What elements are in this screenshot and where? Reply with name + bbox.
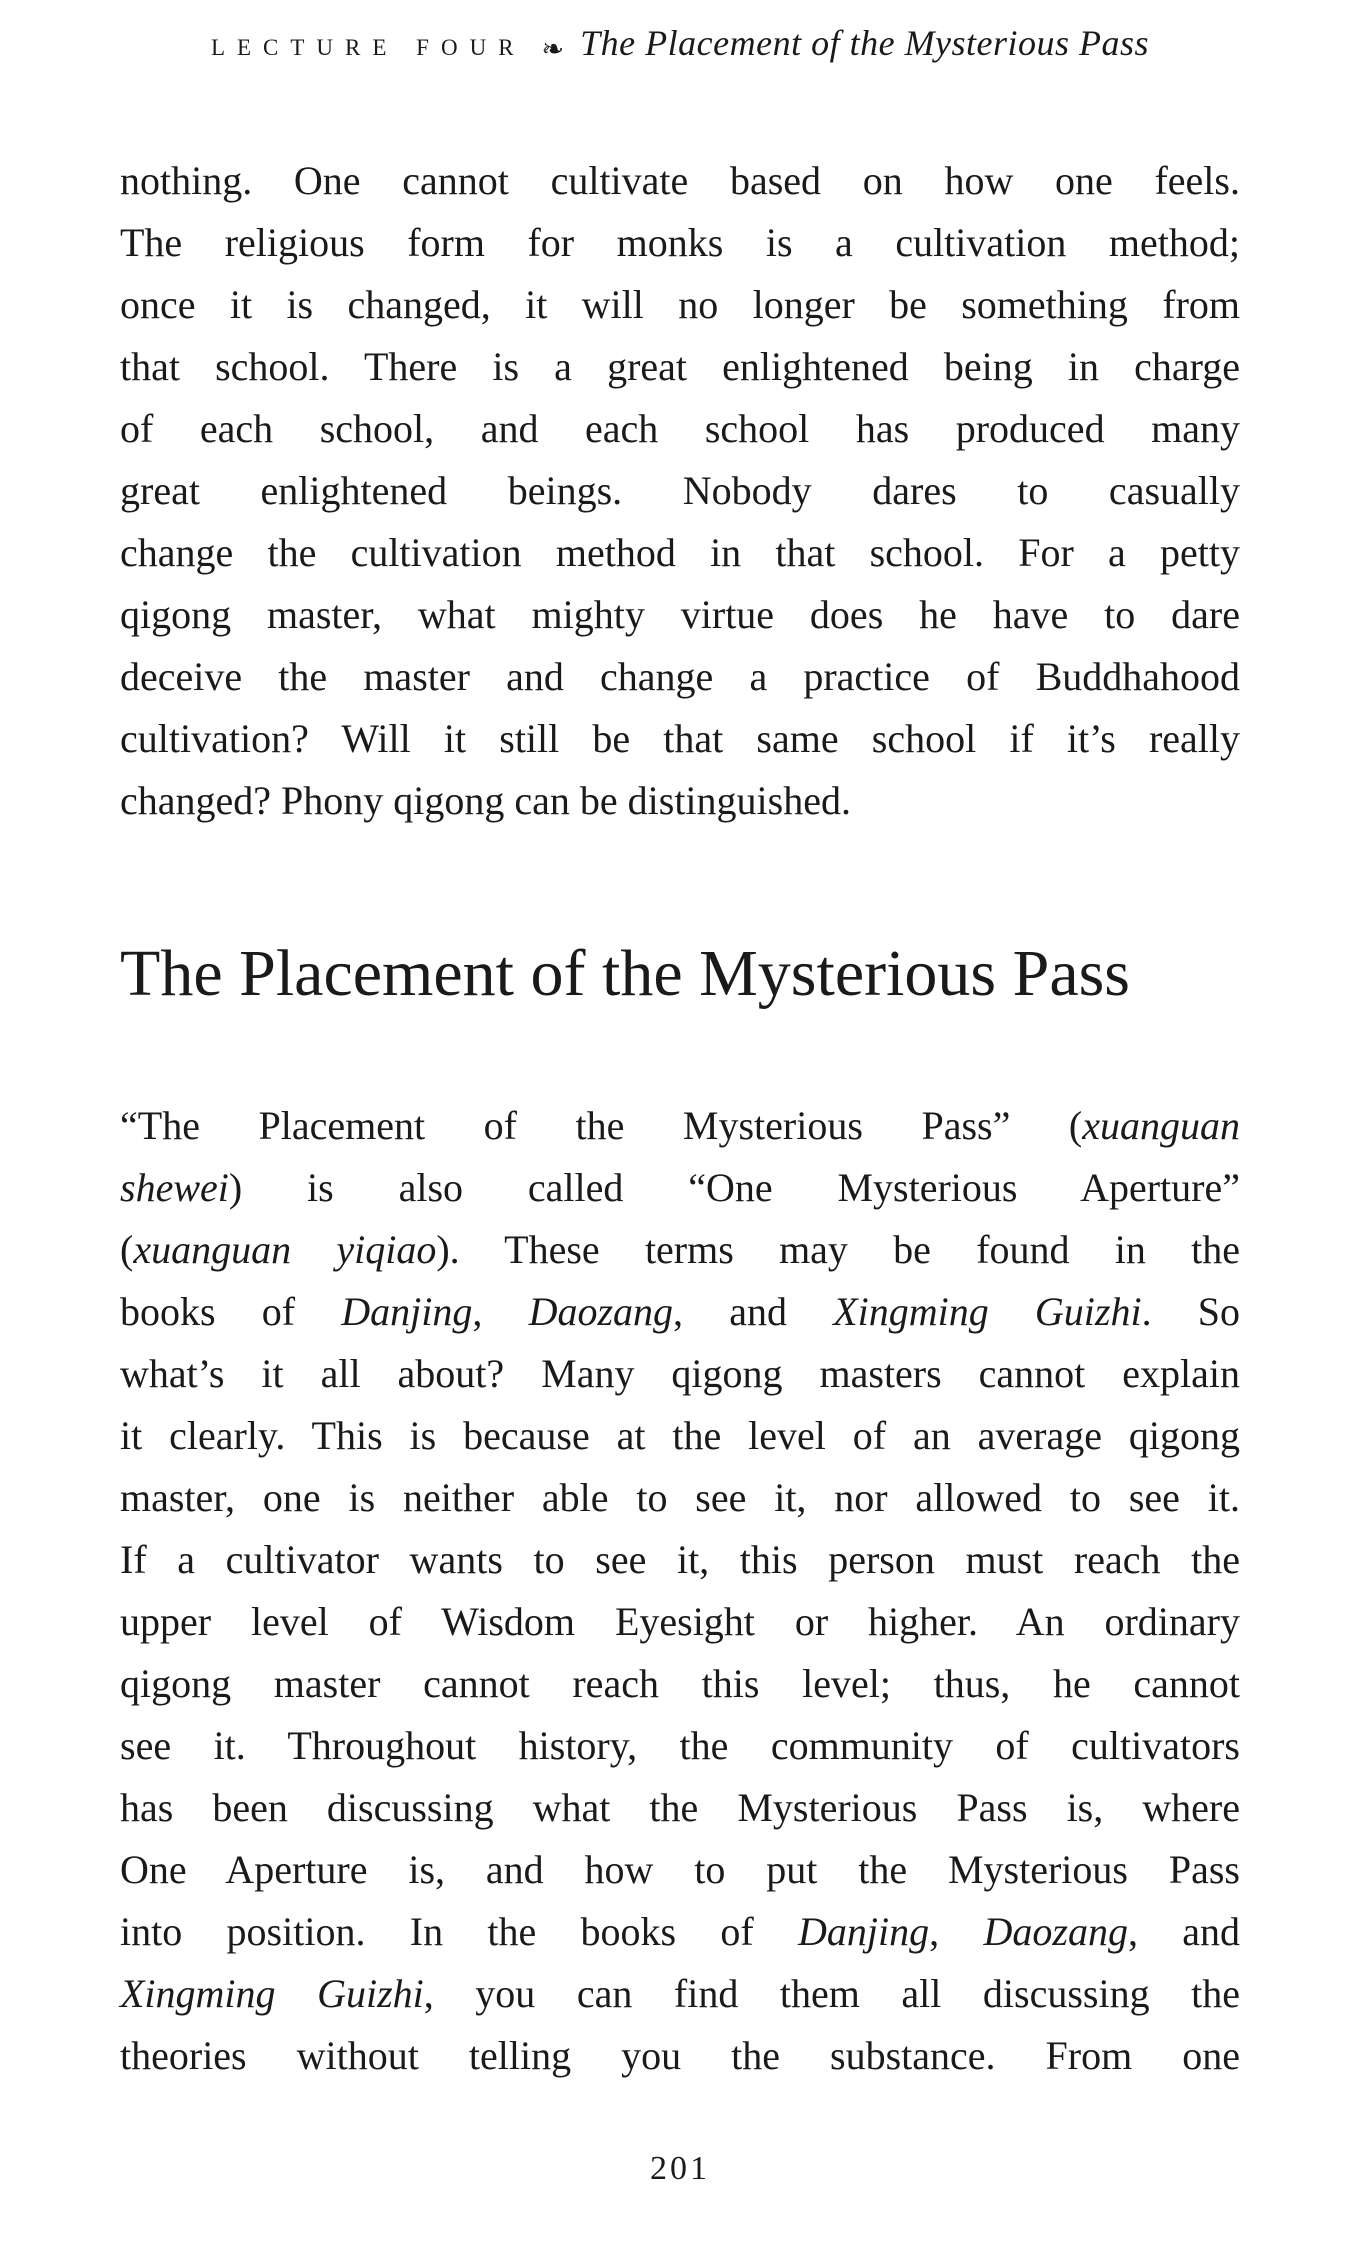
text-segment: into position. In the books of <box>120 1909 799 1954</box>
section-heading: The Placement of the Mysterious Pass <box>120 937 1130 1010</box>
text-segment-italic: shewei <box>120 1165 229 1210</box>
text-segment: has been discussing what the Mysterious Pass is, where <box>120 1785 1240 1830</box>
text-segment-italic: xuanguan <box>1082 1103 1240 1148</box>
text-line: that school. There is a great enlightened being in charge <box>120 344 1240 389</box>
text-segment: If a cultivator wants to see it, this person must reach the <box>120 1537 1240 1582</box>
text-segment-italic: Xingming Guizhi <box>833 1289 1142 1334</box>
text-line <box>120 2025 1240 2087</box>
text-segment-italic: Danjing <box>798 1909 930 1954</box>
text-line <box>120 1219 1240 1281</box>
running-header <box>0 22 1360 64</box>
running-chapter-title: The Placement of the Mysterious Pass <box>580 23 1150 63</box>
text-line <box>120 1405 1240 1467</box>
paragraph-2 <box>120 1095 1240 2087</box>
text-line <box>120 1715 1240 1777</box>
text-line: changed? Phony qigong can be distinguished. <box>120 778 851 823</box>
text-line <box>120 1529 1240 1591</box>
text-line: change the cultivation method in that school. For a petty <box>120 530 1240 575</box>
text-segment: . So <box>1141 1289 1241 1334</box>
text-segment: , and <box>673 1289 834 1334</box>
text-line <box>120 1963 1240 2025</box>
text-segment: ( <box>120 1227 134 1272</box>
text-line <box>120 1777 1240 1839</box>
text-segment: it clearly. This is because at the level of an average qigong <box>120 1413 1240 1458</box>
text-line <box>120 1591 1240 1653</box>
text-line <box>120 1343 1240 1405</box>
text-line: great enlightened beings. Nobody dares to casually <box>120 468 1240 513</box>
text-line <box>120 1467 1240 1529</box>
text-segment: see it. Throughout history, the community of cultivators <box>120 1723 1240 1768</box>
text-segment: qigong master cannot reach this level; thus, he cannot <box>120 1661 1240 1706</box>
text-line <box>120 1095 1240 1157</box>
text-segment-italic: Daozang <box>528 1289 674 1334</box>
text-line <box>120 1281 1240 1343</box>
text-line: deceive the master and change a practice of Buddhahood <box>120 654 1240 699</box>
text-segment: , and <box>1127 1909 1240 1954</box>
text-line: once it is changed, it will no longer be something from <box>120 282 1240 327</box>
text-segment: books of <box>120 1289 342 1334</box>
text-line: of each school, and each school has produced many <box>120 406 1240 451</box>
text-line <box>120 1901 1240 1963</box>
text-column <box>120 150 1240 2087</box>
page-number: 201 <box>650 2150 710 2187</box>
text-segment: , you can find them all discussing the <box>423 1971 1240 2016</box>
text-segment: ) is also called “One Mysterious Aperture” <box>228 1165 1240 1210</box>
text-segment-italic: Daozang <box>983 1909 1128 1954</box>
text-line <box>120 1157 1240 1219</box>
text-segment-italic: Danjing <box>341 1289 473 1334</box>
text-segment: master, one is neither able to see it, nor allowed to see it. <box>120 1475 1240 1520</box>
text-segment: “The Placement of the Mysterious Pass” ( <box>120 1103 1083 1148</box>
text-line <box>120 1839 1240 1901</box>
text-line: cultivation? Will it still be that same school if it’s really <box>120 716 1240 761</box>
text-segment: , <box>929 1909 984 1954</box>
text-segment: theories without telling you the substance. From one <box>120 2033 1240 2078</box>
paragraph-1 <box>120 150 1240 832</box>
text-segment: ). These terms may be found in the <box>436 1227 1240 1272</box>
lecture-label: LECTURE FOUR <box>210 35 526 60</box>
text-segment-italic: Xingming Guizhi <box>120 1971 424 2016</box>
text-segment: , <box>472 1289 529 1334</box>
text-segment: One Aperture is, and how to put the Mysterious Pass <box>120 1847 1240 1892</box>
text-line <box>120 1653 1240 1715</box>
text-line: The religious form for monks is a cultivation method; <box>120 220 1240 265</box>
hedera-leaf-icon: ❧ <box>541 34 565 65</box>
text-line: qigong master, what mighty virtue does he have to dare <box>120 592 1240 637</box>
text-segment-italic: xuanguan yiqiao <box>133 1227 437 1272</box>
text-segment: upper level of Wisdom Eyesight or higher. An ordinary <box>120 1599 1240 1644</box>
text-segment: what’s it all about? Many qigong masters cannot explain <box>120 1351 1240 1396</box>
text-line: nothing. One cannot cultivate based on how one feels. <box>120 158 1240 203</box>
